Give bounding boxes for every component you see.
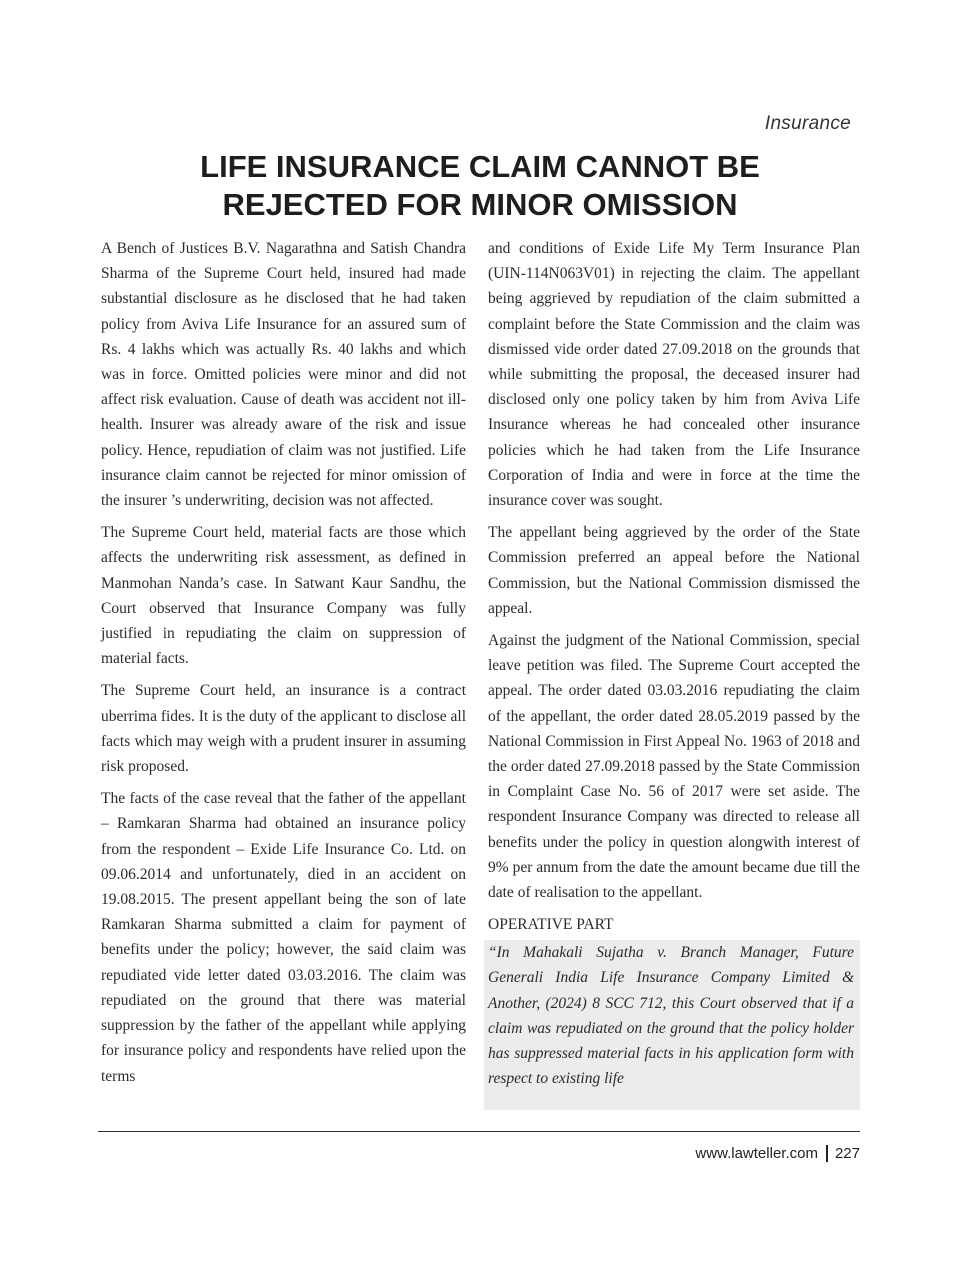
paragraph: The facts of the case reveal that the father of the appellant – Ramkaran Sharma had obtained an insurance policy from the respondent – Exide Life Insurance Co. Ltd. on 09.06.2014 and unfortunately, died in an accident on 19.08.2015. The present appellant being the son of late Ramkaran Sharma submitted a claim for payment of benefits under the policy; however, the said claim was repudiated vide letter dated 03.03.2016. The claim was repudiated on the ground that there was material suppression by the father of the appellant while applying for insurance policy and respondents have relied upon the terms: [101, 790, 466, 1085]
paragraph: The Supreme Court held, material facts are those which affects the underwriting risk assessment, as defined in Manmohan Nanda’s case. In Satwant Kaur Sandhu, the Court observed that Insurance Company was fully justified in repudiating the claim on suppression of material facts.: [101, 524, 466, 668]
paragraph: The Supreme Court held, an insurance is a contract uberrima fides. It is the duty of the applicant to disclose all facts which may weigh with a prudent insurer in assuming risk proposed.: [101, 682, 467, 776]
right-column: [488, 236, 860, 1110]
title-line-2: REJECTED FOR MINOR OMISSION: [222, 187, 738, 222]
article-title: [100, 148, 860, 224]
paragraph: The appellant being aggrieved by the order of the State Commission preferred an appeal before the National Commission, but the National Commission dismissed the appeal.: [488, 524, 860, 617]
paragraph: A Bench of Justices B.V. Nagarathna and Satish Chandra Sharma of the Supreme Court held, insured had made substantial disclosure as he disclosed that he had taken policy from Aviva Life Insurance for an assured sum of Rs. 4 lakhs which was actually Rs. 40 lakhs and which was in force. Omitted policies were minor and did not affect risk evaluation. Cause of death was accident not ill-health. Insurer was already aware of the risk and issue policy. Hence, repudiation of claim was not justified. Life insurance claim cannot be rejected for minor omission of the insurer ’s underwriting, decision was not affected.: [101, 240, 466, 510]
footer-separator: [826, 1145, 828, 1162]
paragraph: and conditions of Exide Life My Term Insurance Plan (UIN-114N063V01) in rejecting the claim. The appellant being aggrieved by repudiation of the claim submitted a complaint before the State Commission and the claim was dismissed vide order dated 27.09.2018 on the grounds that while submitting the proposal, the deceased insurer had disclosed only one policy taken by him from Aviva Life Insurance whereas he had concealed other insurance policies which he had taken from the Life Insurance Corporation of India and were in force at the time the insurance cover was sought.: [488, 240, 860, 510]
footer-divider: [98, 1131, 860, 1132]
footer-website: www.lawteller.com: [695, 1145, 818, 1162]
paragraph: Against the judgment of the National Commission, special leave petition was filed. The Supreme Court accepted the appeal. The order dated 03.03.2016 repudiating the claim of the appellant, the order dated 28.05.2019 passed by the National Commission in First Appeal No. 1963 of 2018 and the order dated 27.09.2018 passed by the State Commission in Complaint Case No. 56 of 2017 were set aside. The respondent Insurance Company was directed to release all benefits under the policy in question alongwith interest of 9% per annum from the date the amount became due till the date of realisation to the appellant.: [488, 632, 860, 902]
operative-part-quote-box: [484, 940, 860, 1110]
title-line-1: LIFE INSURANCE CLAIM CANNOT BE: [200, 149, 760, 184]
operative-part-quote: “In Mahakali Sujatha v. Branch Manager, Future Generali India Life Insurance Company Limited & Another, (2024) 8 SCC 712, this Court observed that if a claim was repudiated on the ground that the policy holder has suppressed material facts in his application form with respect to existing life: [488, 944, 854, 1088]
page-number: 227: [834, 1145, 860, 1162]
operative-part-heading: OPERATIVE PART: [488, 916, 614, 934]
left-column: [101, 236, 466, 1096]
section-label: Insurance: [764, 113, 851, 134]
page-footer: [695, 1145, 860, 1162]
